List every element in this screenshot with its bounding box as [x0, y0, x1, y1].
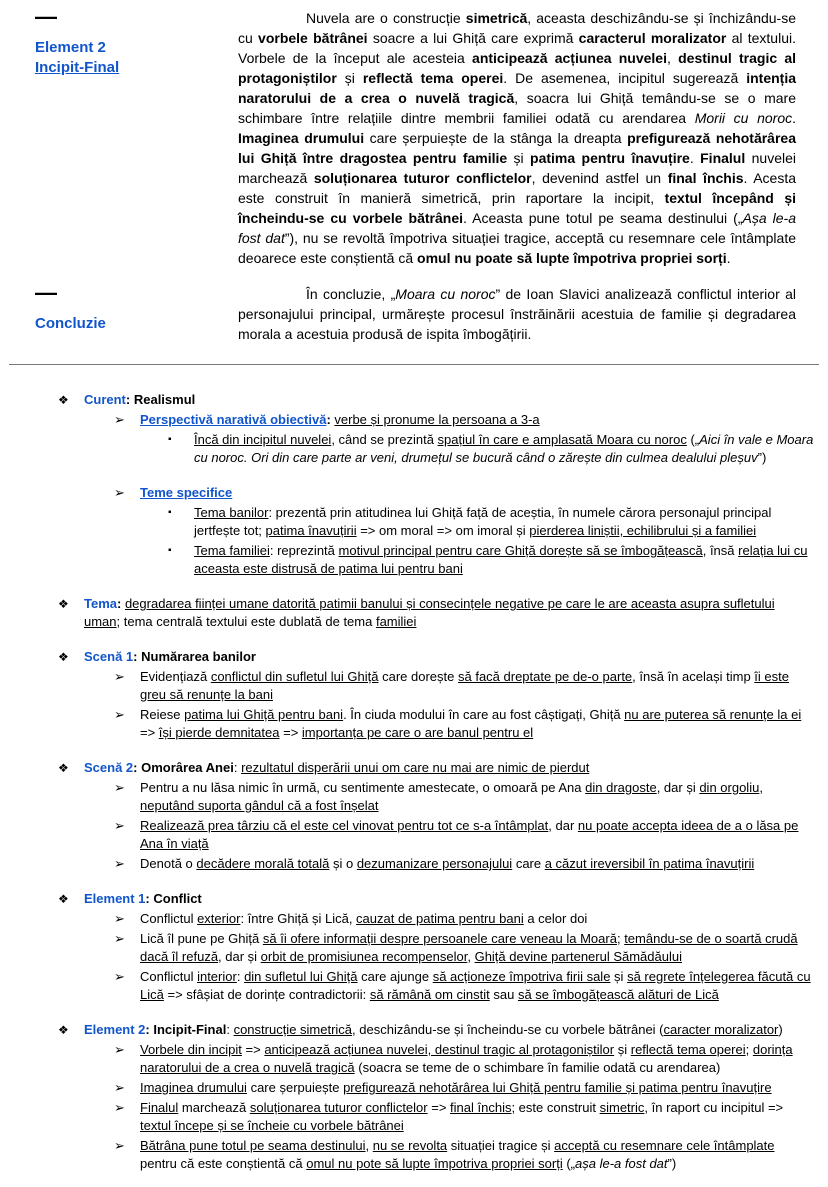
text-run: a celor doi — [523, 911, 588, 926]
text-run: din orgoliu — [699, 780, 760, 795]
text-run: , dar — [548, 818, 578, 833]
text-run: acceptă cu resemnare cele întâmplate — [554, 1138, 775, 1153]
outline-item — [0, 1041, 828, 1077]
bullet-icon: ❖ — [58, 650, 69, 664]
text-run: => — [241, 1042, 265, 1057]
text-run: simetrică — [465, 10, 528, 26]
text-run: al textului. Vorbele de la început ale acesteia — [238, 30, 796, 66]
outline-item — [0, 504, 828, 540]
text-run: ”), nu se revoltă împotriva situației tragice, acceptă cu resemnare cele întâmplate deoarece este conștientă că — [238, 230, 797, 266]
text-run: : — [117, 596, 125, 611]
bullet-icon: ➢ — [114, 1080, 125, 1095]
text-run: reflectă tema operei — [630, 1042, 746, 1057]
outline-item-text — [84, 595, 814, 631]
text-run: așa le-a fost dat — [575, 1156, 668, 1171]
text-run: : — [233, 760, 242, 775]
text-run: nu se revolta — [372, 1138, 448, 1153]
text-run: prefigurează nehotărârea lui Ghiță între dragostea pentru familie — [238, 130, 796, 166]
text-run: ) — [778, 1022, 783, 1037]
text-run: : — [236, 969, 245, 984]
text-run: Realizează prea târziu că el este cel vinovat pentru tot ce s-a întâmplat — [140, 818, 549, 833]
text-run: decădere morală totală — [196, 856, 330, 871]
margin-label — [0, 280, 238, 344]
text-run: Conflictul — [140, 969, 198, 984]
text-run: Element 1 — [84, 891, 146, 906]
text-run: nuvelei marchează — [238, 150, 796, 186]
text-run: Pentru a nu lăsa nimic în urmă, cu sentimente amestecate, o omoară pe Ana — [140, 780, 586, 795]
bullet-icon: ➢ — [114, 931, 125, 946]
text-run: cauzat de patima pentru bani — [356, 911, 524, 926]
text-run: Imaginea drumului — [238, 130, 365, 146]
text-run: , deschizându-se și încheindu-se cu vorbele bătrânei ( — [352, 1022, 664, 1037]
text-run: ”) — [757, 450, 767, 465]
bullet-icon: ➢ — [114, 969, 125, 984]
outline-item-text — [140, 968, 814, 1004]
outline-item-text — [84, 1021, 814, 1039]
text-run: care șerpuiește — [246, 1080, 344, 1095]
text-run: și — [610, 969, 628, 984]
text-run: : între Ghiță și Lică, — [240, 911, 357, 926]
bullet-icon: ➢ — [114, 911, 125, 926]
text-run: motivul principal pentru care Ghiță dorește să se îmbogățească — [338, 543, 703, 558]
text-run: vorbele bătrânei — [258, 30, 368, 46]
outline-item — [0, 484, 828, 502]
outline-item-text — [140, 1079, 814, 1097]
text-run: ; tema centrală textului este dublată de tema — [116, 614, 376, 629]
text-run: (soacra se teme de o schimbare în familie odată cu arendarea) — [354, 1060, 721, 1075]
text-run: . — [792, 110, 797, 126]
bullet-icon: ➢ — [114, 1042, 125, 1057]
text-run: reflectă tema operei — [362, 70, 504, 86]
text-run: . Aceasta pune totul pe seama destinului („ — [463, 210, 743, 226]
text-run: => — [427, 1100, 451, 1115]
outline-item-text — [140, 817, 814, 853]
bullet-icon: ▪ — [168, 545, 172, 556]
text-run: , devenind astfel un — [531, 170, 668, 186]
text-run: să facă dreptate pe de-o parte — [457, 669, 633, 684]
text-run: , când se prezintă — [331, 432, 438, 447]
text-run: Nuvela are o construcție — [306, 10, 466, 26]
text-run: final închis — [450, 1100, 512, 1115]
text-run: Incipit-Final — [153, 1022, 227, 1037]
text-run: Tema banilor — [194, 505, 269, 520]
text-run: => sfâșiat de dorințe contradictorii: — [163, 987, 370, 1002]
text-run: și o — [329, 856, 357, 871]
text-run: pierderea liniștii, echilibrului și a familiei — [529, 523, 757, 538]
paragraph-text — [238, 284, 828, 344]
text-run: : — [226, 1022, 234, 1037]
text-run: anticipează acțiunea nuvelei — [472, 50, 667, 66]
outline-item — [0, 648, 828, 666]
text-run: Realismul — [133, 392, 196, 407]
outline-item — [0, 855, 828, 873]
text-run: , aceasta deschizându-se și închizându-se cu — [238, 10, 796, 46]
bullet-icon: ❖ — [58, 393, 69, 407]
outline-item-text — [84, 890, 814, 908]
outline-item-text — [140, 1041, 814, 1077]
text-run: . Acesta este construit în manieră simetrică, prin raportare la incipit, — [238, 170, 797, 206]
text-run: Omorârea Anei — [141, 760, 234, 775]
text-run: Morii cu noroc — [694, 110, 793, 126]
text-run: intenția naratorului de a crea o nuvelă tragică — [238, 70, 796, 106]
text-run: , soacra lui Ghiță temându-se se o mare schimbare între relațiile dintre membrii familiei odată cu arendarea — [238, 90, 796, 126]
text-run: construcție simetrică — [233, 1022, 353, 1037]
text-run: care — [512, 856, 545, 871]
text-run: orbit de promisiunea recompenselor — [260, 949, 468, 964]
text-run: => om moral => om imoral și — [356, 523, 530, 538]
bullet-icon: ❖ — [58, 892, 69, 906]
text-run: caracter moralizator — [663, 1022, 779, 1037]
text-run: , însă în același timp — [632, 669, 755, 684]
outline-item-text — [194, 504, 814, 540]
text-run: Scenă 2 — [84, 760, 134, 775]
text-run: nu are puterea să renunțe la ei — [624, 707, 802, 722]
text-run: și — [507, 150, 531, 166]
text-run: textul începând și încheindu-se cu vorbele bătrânei — [238, 190, 797, 226]
bullet-icon: ➢ — [114, 707, 125, 722]
text-run: situației tragice și — [447, 1138, 555, 1153]
outline-item-text — [84, 648, 814, 666]
text-run: destinul tragic al protagoniștilor — [238, 50, 797, 86]
text-run: îi este greu să renunțe la bani — [140, 669, 789, 702]
outline-item-text — [140, 1137, 814, 1173]
text-run: își pierde demnitatea — [158, 725, 280, 740]
text-run: , dar și — [218, 949, 261, 964]
text-run: să acționeze împotriva firii sale — [432, 969, 611, 984]
text-run: , dar și — [656, 780, 700, 795]
outline-item-text — [140, 855, 814, 873]
text-run: din sufletul lui Ghiță — [244, 969, 358, 984]
text-run: marchează — [178, 1100, 250, 1115]
text-run: rezultatul disperării unui om care nu mai are nimic de pierdut — [241, 760, 590, 775]
text-run: patima lui Ghiță pentru bani — [184, 707, 344, 722]
text-run: verbe și pronume la persoana a 3-a — [334, 412, 540, 427]
text-run: soluționarea tuturor conflictelor — [313, 170, 532, 186]
text-run: Reiese — [140, 707, 185, 722]
text-run: Tema — [84, 596, 117, 611]
annotated-paragraph-block — [0, 280, 828, 344]
outline-item — [0, 431, 828, 467]
text-run: textul începe și se încheie cu vorbele bătrânei — [140, 1118, 404, 1133]
margin-label-text: Concluzie — [35, 315, 106, 332]
text-run: anticipează acțiunea nuvelei, destinul tragic al protagoniștilor — [264, 1042, 615, 1057]
margin-label-lines — [35, 314, 238, 334]
outline-item-text — [140, 779, 814, 815]
text-run: omul nu pote să lupte împotriva propriei sorți — [306, 1156, 563, 1171]
bullet-icon: ❖ — [58, 761, 69, 775]
outline-item-text — [84, 391, 814, 409]
bullet-icon: ➢ — [114, 669, 125, 684]
text-run: patima pentru înavuțire — [530, 150, 690, 166]
text-run: Așa le-a fost dat — [238, 210, 797, 246]
text-run: care dorește — [378, 669, 458, 684]
text-run: ; — [616, 931, 625, 946]
outline-item-text — [194, 542, 814, 578]
outline-item — [0, 411, 828, 429]
bullet-icon: ➢ — [114, 1138, 125, 1153]
bullet-icon: ❖ — [58, 1023, 69, 1037]
text-run: temându-se de o soartă crudă dacă îl refuză — [140, 931, 798, 964]
text-run: : — [145, 1022, 154, 1037]
text-run: („ — [562, 1156, 576, 1171]
text-run: Finalul — [700, 150, 746, 166]
bullet-icon: ➢ — [114, 1100, 125, 1115]
text-run: . — [689, 150, 701, 166]
text-run: relația lui cu aceasta este distrusă de patima lui pentru bani — [194, 543, 808, 576]
outline-item — [0, 595, 828, 631]
annotated-paragraph-block — [0, 4, 828, 268]
outline-item-text — [140, 484, 814, 502]
bullet-icon: ❖ — [58, 597, 69, 611]
text-run: Conflict — [153, 891, 202, 906]
outline-item-text — [140, 668, 814, 704]
text-run: , — [467, 949, 475, 964]
text-run: dorința naratorului de a crea o nuvelă tragică — [140, 1042, 793, 1075]
text-run: degradarea ființei umane datorită patimii banului și consecințele negative pe care le are aceasta asupra sufletului uman — [84, 596, 775, 629]
text-run: sau — [489, 987, 518, 1002]
text-run: nu poate accepta ideea de a o lăsa pe Ana în viață — [140, 818, 799, 851]
text-run: Conflictul — [140, 911, 198, 926]
paragraph-text — [238, 8, 828, 268]
text-run: : — [326, 412, 335, 427]
text-run: Curent — [84, 392, 126, 407]
bullet-icon: ➢ — [114, 485, 125, 500]
outline-item-text — [84, 759, 814, 777]
margin-label-text: Incipit-Final — [35, 59, 120, 76]
text-run: Scenă 1 — [84, 649, 134, 664]
text-run: soluționarea tuturor conflictelor — [249, 1100, 428, 1115]
section-divider — [9, 364, 819, 365]
text-run: ; — [745, 1042, 753, 1057]
outline-item — [0, 910, 828, 928]
outline-item — [0, 706, 828, 742]
text-run: și — [614, 1042, 631, 1057]
text-run: Imaginea drumului — [140, 1080, 247, 1095]
text-run: Element 2 — [84, 1022, 146, 1037]
bullet-icon: ▪ — [168, 507, 172, 518]
outline-item — [0, 890, 828, 908]
margin-dash: — — [35, 4, 57, 29]
text-run: să se îmbogățească alături de Lică — [517, 987, 719, 1002]
text-run: exterior — [197, 911, 241, 926]
text-run: conflictul din sufletul lui Ghiță — [210, 669, 379, 684]
bullet-icon: ➢ — [114, 780, 125, 795]
text-run: Vorbele din incipit — [140, 1042, 242, 1057]
outline-item-text — [140, 706, 814, 742]
text-run: care ajunge — [357, 969, 433, 984]
outline-item — [0, 1137, 828, 1173]
text-run: : — [133, 760, 142, 775]
text-run: a căzut ireversibil în patima înavuțirii — [544, 856, 755, 871]
outline-item-text — [140, 411, 814, 429]
text-run: ”) — [667, 1156, 677, 1171]
outline-item-text — [140, 910, 814, 928]
text-run: , în raport cu incipitul => — [644, 1100, 784, 1115]
text-run: : — [133, 649, 142, 664]
text-run: : — [145, 891, 154, 906]
outline-item — [0, 542, 828, 578]
text-run: să îi ofere informații despre persoanele care veneau la Moară — [262, 931, 617, 946]
bullet-icon: ▪ — [168, 434, 172, 445]
outline-item — [0, 779, 828, 815]
outline-item — [0, 759, 828, 777]
text-run: Teme specifice — [140, 485, 233, 500]
bullet-icon: ➢ — [114, 818, 125, 833]
text-run: soacre a lui Ghiță care exprimă — [367, 30, 579, 46]
text-run: Evidențiază — [140, 669, 211, 684]
outline-item — [0, 668, 828, 704]
text-run: Moara cu noroc — [395, 286, 496, 302]
text-run: caracterul moralizator — [578, 30, 727, 46]
text-run: familiei — [375, 614, 417, 629]
margin-label — [0, 4, 238, 268]
text-run: dezumanizare personajului — [356, 856, 513, 871]
text-run: pentru că este conștientă că — [140, 1156, 307, 1171]
text-run: . De asemenea, incipitul sugerează — [503, 70, 747, 86]
text-run: Tema familiei — [194, 543, 270, 558]
text-run: să regrete înțelegerea făcută cu Lică — [140, 969, 811, 1002]
outline-item-text — [140, 1099, 814, 1135]
text-run: : prezentă prin atitudinea lui Ghiță față de aceștia, în numele cărora personajul principal jertfește tot; — [194, 505, 772, 538]
text-run: Lică îl pune pe Ghiță — [140, 931, 263, 946]
text-run: spațiul în care e amplasată Moara cu noroc — [437, 432, 687, 447]
text-run: care șerpuiește de la stânga la dreapta — [364, 130, 628, 146]
margin-label-lines — [35, 38, 238, 78]
text-run: Numărarea banilor — [141, 649, 256, 664]
text-run: , — [667, 50, 679, 66]
text-run: : reprezintă — [269, 543, 339, 558]
bullet-icon: ➢ — [114, 856, 125, 871]
text-run: simetric — [599, 1100, 645, 1115]
text-run: Încă din incipitul nuvelei — [194, 432, 332, 447]
top-notes-section — [0, 4, 828, 344]
outline-item-text — [140, 930, 814, 966]
outline-item — [0, 1021, 828, 1039]
outline-item — [0, 930, 828, 966]
text-run: . — [726, 250, 731, 266]
text-run: , — [759, 780, 763, 795]
text-run: interior — [197, 969, 237, 984]
text-run: prefigurează nehotărârea lui Ghiță pentru familie și patima pentru înavuțire — [343, 1080, 772, 1095]
text-run: și — [336, 70, 363, 86]
outline-item — [0, 968, 828, 1004]
text-run: importanța pe care o are banul pentru el — [301, 725, 534, 740]
text-run: final închis — [667, 170, 744, 186]
text-run: Denotă o — [140, 856, 197, 871]
text-run: Aici în vale e Moara cu noroc. Ori din care parte ar veni, drumețul se bucură când o zărește din culmea dealului pleșuv — [194, 432, 814, 465]
outline-item — [0, 1099, 828, 1135]
outline-item — [0, 391, 828, 409]
text-run: ” de Ioan Slavici analizează conflictul interior al personajului principal, urmărește procesul înstrăinării acestuia de familie și degradarea morala a acestuia produsă de ispita îmbogățirii. — [238, 286, 796, 342]
text-run: să rămână om cinstit — [369, 987, 490, 1002]
outline-item — [0, 1079, 828, 1097]
outline-item-text — [194, 431, 814, 467]
text-run: => — [140, 725, 159, 740]
text-run: Perspectivă narativă obiectivă — [140, 412, 327, 427]
text-run: . În ciuda modului în care au fost câștigați, Ghiță — [343, 707, 625, 722]
text-run: din dragoste — [585, 780, 657, 795]
text-run: În concluzie, „ — [306, 286, 396, 302]
text-run: ; este construit — [511, 1100, 600, 1115]
text-run: („ — [686, 432, 700, 447]
text-run: omul nu poate să lupte împotriva propriei sorți — [417, 250, 727, 266]
text-run: patima înavuțirii — [265, 523, 357, 538]
outline-list — [0, 391, 828, 1187]
text-run: , însă — [702, 543, 739, 558]
margin-dash: — — [35, 280, 57, 305]
text-run: Bătrâna pune totul pe seama destinului — [140, 1138, 366, 1153]
text-run: : — [125, 392, 134, 407]
outline-item — [0, 817, 828, 853]
margin-label-text: Element 2 — [35, 39, 106, 56]
text-run: neputând suporta gândul că a fost înșelat — [140, 798, 379, 813]
text-run: => — [279, 725, 302, 740]
text-run: Ghiță devine partenerul Sămădăului — [474, 949, 682, 964]
text-run: Finalul — [140, 1100, 179, 1115]
bullet-icon: ➢ — [114, 412, 125, 427]
text-run: , — [365, 1138, 373, 1153]
